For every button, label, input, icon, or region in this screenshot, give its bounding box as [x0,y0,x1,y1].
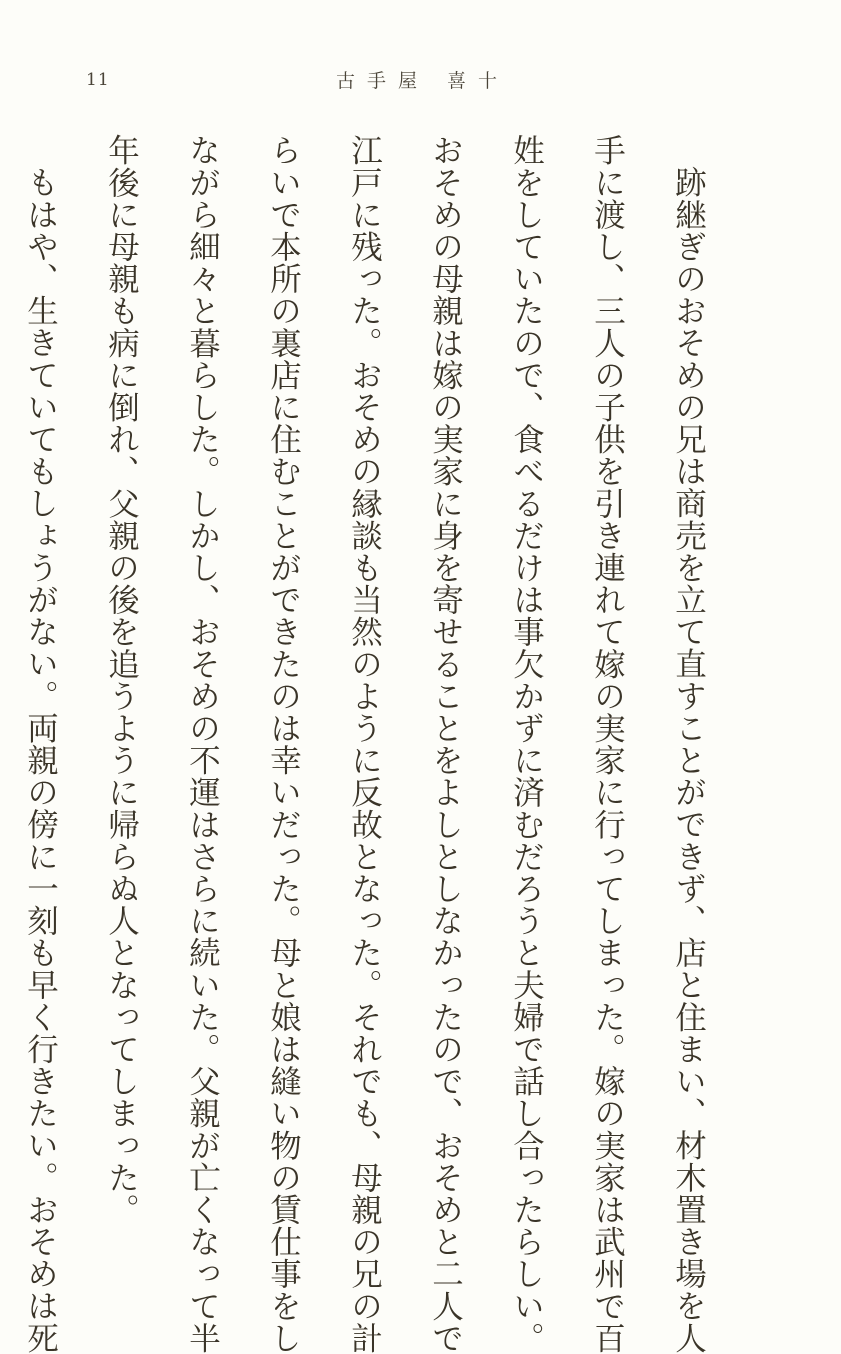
running-title: 古手屋 喜十 [336,70,510,92]
text-line: 跡継ぎのおそめの兄は商売を立て直すことができず、店と住まい、材木置き場を人 [670,165,707,1354]
text-line: らいで本所の裏店に住むことができたのは幸いだった。母と娘は縫い物の賃仕事をし [265,134,302,1354]
text-line: 年後に母親も病に倒れ、父親の後を追うように帰らぬ人となってしまった。 [103,134,140,1226]
text-line: おそめの母親は嫁の実家に身を寄せることをよしとしなかったので、おそめと二人で [427,134,464,1354]
text-line: 江戸に残った。おそめの縁談も当然のように反故となった。それでも、母親の兄の計 [346,134,383,1354]
page-number: 11 [86,70,110,90]
text-line: 手に渡し、三人の子供を引き連れて嫁の実家に行ってしまった。嫁の実家は武州で百 [589,134,626,1354]
text-line: 姓をしていたので、食べるだけは事欠かずに済むだろうと夫婦で話し合ったらしい。 [508,134,545,1354]
text-line: ながら細々と暮らした。しかし、おそめの不運はさらに続いた。父親が亡くなって半 [184,134,221,1354]
body-text [22,134,749,1354]
text-line: もはや、生きていてもしょうがない。両親の傍に一刻も早く行きたい。おそめは死 [22,165,59,1354]
